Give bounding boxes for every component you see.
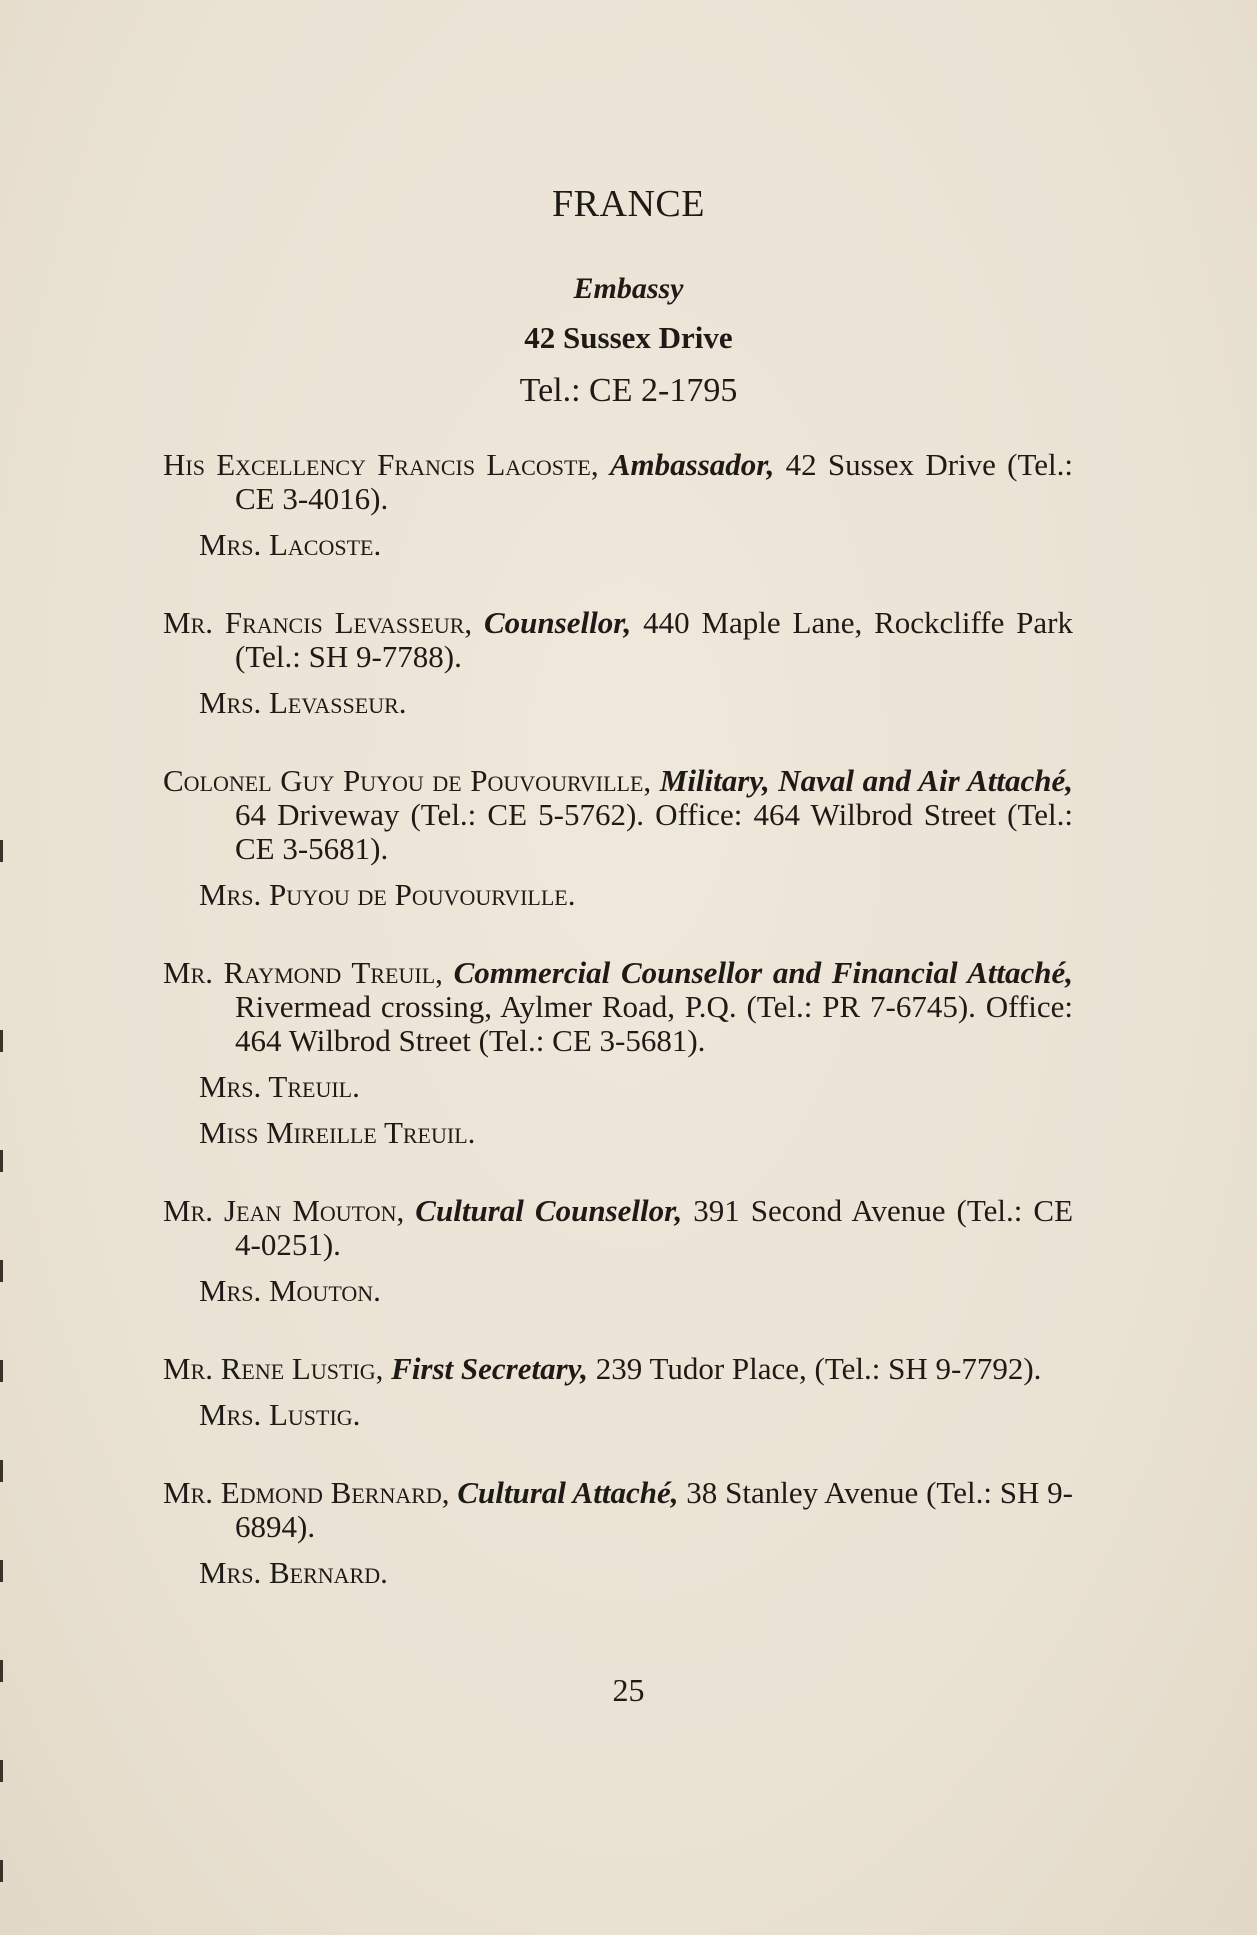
diplomat-details: 64 Driveway (Tel.: CE 5-5762). Office: 464 Wilbrod Street (Tel.: CE 3-5681). xyxy=(235,797,1073,866)
diplomat-entry xyxy=(163,448,1073,562)
spouse-line: Mrs. Levasseur. xyxy=(199,685,407,720)
page-title: FRANCE xyxy=(552,183,705,225)
spouse-line: Mrs. Bernard. xyxy=(199,1555,388,1590)
diplomat-role: First Secretary, xyxy=(391,1351,589,1386)
diplomat-name: Mr. Edmond Bernard, xyxy=(163,1475,450,1510)
diplomat-entry xyxy=(163,764,1073,912)
diplomat-name: Colonel Guy Puyou de Pouvourville, xyxy=(163,763,652,798)
diplomat-details: 38 Stanley Avenue (Tel.: SH 9-6894). xyxy=(235,1475,1073,1544)
binding-mark xyxy=(0,1150,3,1172)
diplomat-role: Counsellor, xyxy=(483,605,632,640)
spouse-line: Mrs. Lustig. xyxy=(199,1397,361,1432)
spouse-line: Mrs. Puyou de Pouvourville. xyxy=(199,877,576,912)
spouse-line: Mrs. Treuil. xyxy=(199,1069,360,1104)
diplomat-entry xyxy=(163,1352,1073,1432)
diplomat-role: Commercial Counsellor and Financial Attaché, xyxy=(453,955,1073,990)
binding-mark xyxy=(0,1030,3,1052)
spouse-line: Mrs. Mouton. xyxy=(199,1273,381,1308)
binding-mark xyxy=(0,1260,3,1282)
diplomat-role: Ambassador, xyxy=(609,447,775,482)
entry-main xyxy=(163,1476,1073,1544)
diplomat-entry xyxy=(163,1194,1073,1308)
entry-main xyxy=(163,956,1073,1058)
binding-mark xyxy=(0,1560,3,1582)
diplomat-entry xyxy=(163,1476,1073,1590)
diplomat-role: Cultural Counsellor, xyxy=(415,1193,683,1228)
diplomat-details: 239 Tudor Place, (Tel.: SH 9-7792). xyxy=(595,1351,1042,1386)
diplomat-name: Mr. Rene Lustig, xyxy=(163,1351,384,1386)
diplomat-name: Mr. Jean Mouton, xyxy=(163,1193,405,1228)
diplomat-details: 42 Sussex Drive (Tel.: CE 3-4016). xyxy=(235,447,1073,516)
spouse-line: Mrs. Lacoste. xyxy=(199,527,382,562)
binding-mark xyxy=(0,1860,3,1882)
embassy-address: 42 Sussex Drive xyxy=(524,320,733,355)
page-number: 25 xyxy=(612,1672,645,1708)
binding-mark xyxy=(0,1660,3,1682)
entry-main xyxy=(163,1352,1073,1386)
diplomat-role: Cultural Attaché, xyxy=(457,1475,679,1510)
diplomat-details: Rivermead crossing, Aylmer Road, P.Q. (Tel.: PR 7-6745). Office: 464 Wilbrod Street (Tel.: CE 3-5681). xyxy=(235,989,1073,1058)
diplomat-name: Mr. Francis Levasseur, xyxy=(163,605,473,640)
binding-mark xyxy=(0,1760,3,1782)
diplomat-entry xyxy=(163,956,1073,1150)
diplomat-details: 391 Second Avenue (Tel.: CE 4-0251). xyxy=(235,1193,1074,1262)
diplomat-entry xyxy=(163,606,1073,720)
family-member-line: Miss Mireille Treuil. xyxy=(199,1115,476,1150)
diplomat-details: 440 Maple Lane, Rockcliffe Park (Tel.: SH 9-7788). xyxy=(235,605,1073,674)
diplomat-role: Military, Naval and Air Attaché, xyxy=(659,763,1073,798)
entry-main xyxy=(163,606,1073,674)
binding-mark xyxy=(0,1360,3,1382)
diplomat-list xyxy=(163,448,1073,1634)
binding-mark xyxy=(0,1460,3,1482)
entry-main xyxy=(163,1194,1073,1262)
diplomat-name: Mr. Raymond Treuil, xyxy=(163,955,443,990)
diplomat-name: His Excellency Francis Lacoste, xyxy=(163,447,599,482)
binding-mark xyxy=(0,840,3,862)
section-subtitle: Embassy xyxy=(573,272,684,305)
entry-main xyxy=(163,448,1073,516)
embassy-phone: Tel.: CE 2-1795 xyxy=(519,372,738,409)
entry-main xyxy=(163,764,1073,866)
